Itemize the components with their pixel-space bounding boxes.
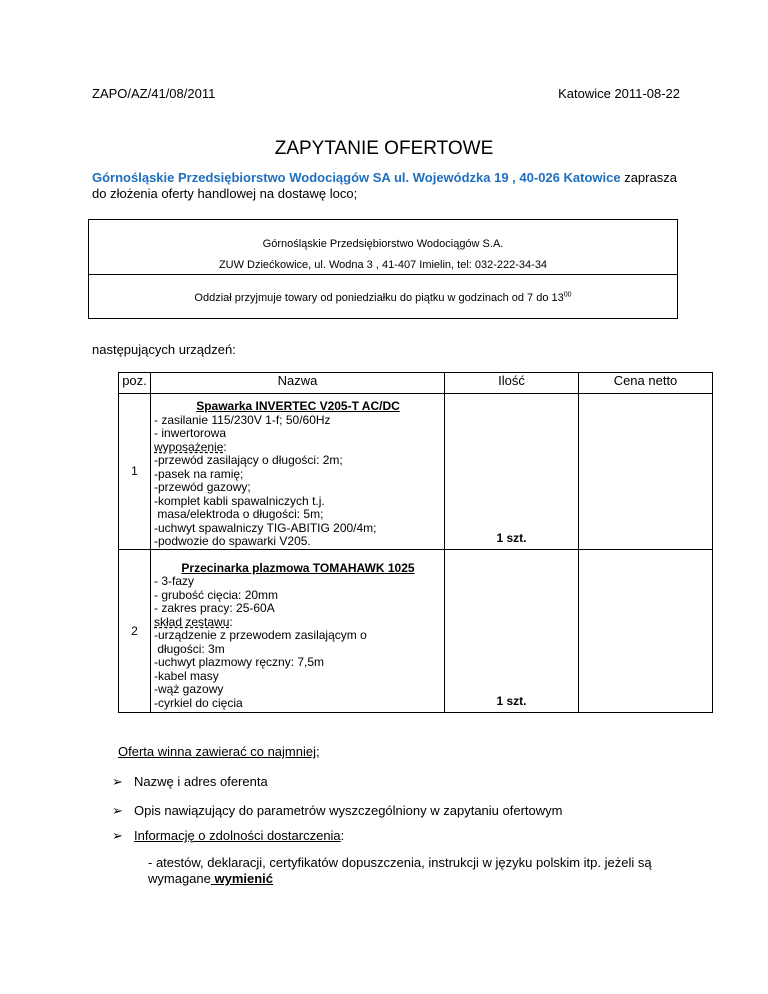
items-lead-text: następujących urządzeń: [92,342,236,357]
row-pos: 1 [119,394,151,550]
items-table [118,372,713,713]
box-company: Górnośląskie Przedsiębiorstwo Wodociągów S.A. [262,238,504,250]
requirements-heading: Oferta winna zawierać co najmniej; [118,744,320,759]
arrow-bullet-icon: ➢ [112,828,123,843]
item-spec: - grubość cięcia: 20mm [154,587,279,602]
header-name: Nazwa [151,373,445,394]
item-spec: -kabel masy [154,668,219,683]
item-spec: -uchwyt spawalniczy TIG-ABITIG 200/4m; [154,520,377,535]
document-date: Katowice 2011-08-22 [558,86,680,101]
table-row [119,394,713,550]
header-qty: Ilość [445,373,579,394]
requirement-item: ➢ Nazwę i adres oferenta [112,774,268,789]
item-spec: długości: 3m [154,641,225,656]
intro-text: zaprasza do złożenia oferty handlowej na dostawę loco; [92,170,677,201]
item-subheading: skład zestawu: [154,614,233,629]
item-spec: - zasilanie 115/230V 1-f; 50/60Hz [154,412,331,427]
item-spec: -komplet kabli spawalniczych t.j. [154,493,325,508]
item-subheading: wyposażenie: [154,439,227,454]
row-description [151,394,445,550]
intro-paragraph [92,170,682,202]
delivery-address-box [88,219,678,319]
item-name: Przecinarka plazmowa TOMAHAWK 1025 [181,560,415,575]
header-price: Cena netto [579,373,713,394]
item-spec: -pasek na ramię; [154,466,244,481]
box-hours: Oddział przyjmuje towary od poniedziałku do piątku w godzinach od 7 do $13^{00}$ [194,291,572,304]
item-spec: masa/elektroda o długości: 5m; [154,507,324,521]
arrow-bullet-icon: ➢ [112,774,123,789]
row-price [579,549,713,712]
arrow-bullet-icon: ➢ [112,803,123,818]
item-spec: -wąż gazowy [154,682,224,696]
item-spec: -przewód zasilający o długości: 2m; [154,453,343,467]
box-divider [89,274,677,275]
item-spec: -urządzenie z przewodem zasilającym o [154,628,367,642]
item-spec: -przewód gazowy; [154,480,251,494]
table-row [119,549,713,712]
requirement-item: ➢ Opis nawiązujący do parametrów wyszczególniony w zapytaniu ofertowym [112,803,563,818]
requirement-detail: - atestów, deklaracji, certyfikatów dopuszczenia, instrukcji w języku polskim itp. jeżeli są wymagane wymienić [148,855,652,886]
row-qty: 1 szt. [445,549,579,712]
row-description [151,549,445,712]
row-price [579,394,713,550]
row-pos: 2 [119,549,151,712]
item-spec: -cyrkiel do cięcia [154,695,243,710]
item-name: Spawarka INVERTEC V205-T AC/DC [196,399,400,413]
document-reference: ZAPO/AZ/41/08/2011 [92,86,216,101]
row-qty: 1 szt. [445,394,579,550]
item-spec: - inwertorowa [154,426,227,440]
box-address: ZUW Dziećkowice, ul. Wodna 3 , 41-407 Imielin, tel: 032-222-34-34 [218,259,548,271]
item-spec: -podwozie do spawarki V205. [154,534,311,548]
item-spec: - 3-fazy [154,574,195,588]
item-spec: -uchwyt plazmowy ręczny: 7,5m [154,655,325,669]
table-header-row [119,373,713,394]
item-spec: - zakres pracy: 25-60A [154,601,275,615]
company-name: Górnośląskie Przedsiębiorstwo Wodociągów SA ul. Wojewódzka 19 , 40-026 Katowice [92,170,621,185]
page-title: ZAPYTANIE OFERTOWE [274,138,494,159]
requirement-item: ➢ Informację o zdolności dostarczenia: [112,828,345,843]
header-pos: poz. [119,373,151,394]
